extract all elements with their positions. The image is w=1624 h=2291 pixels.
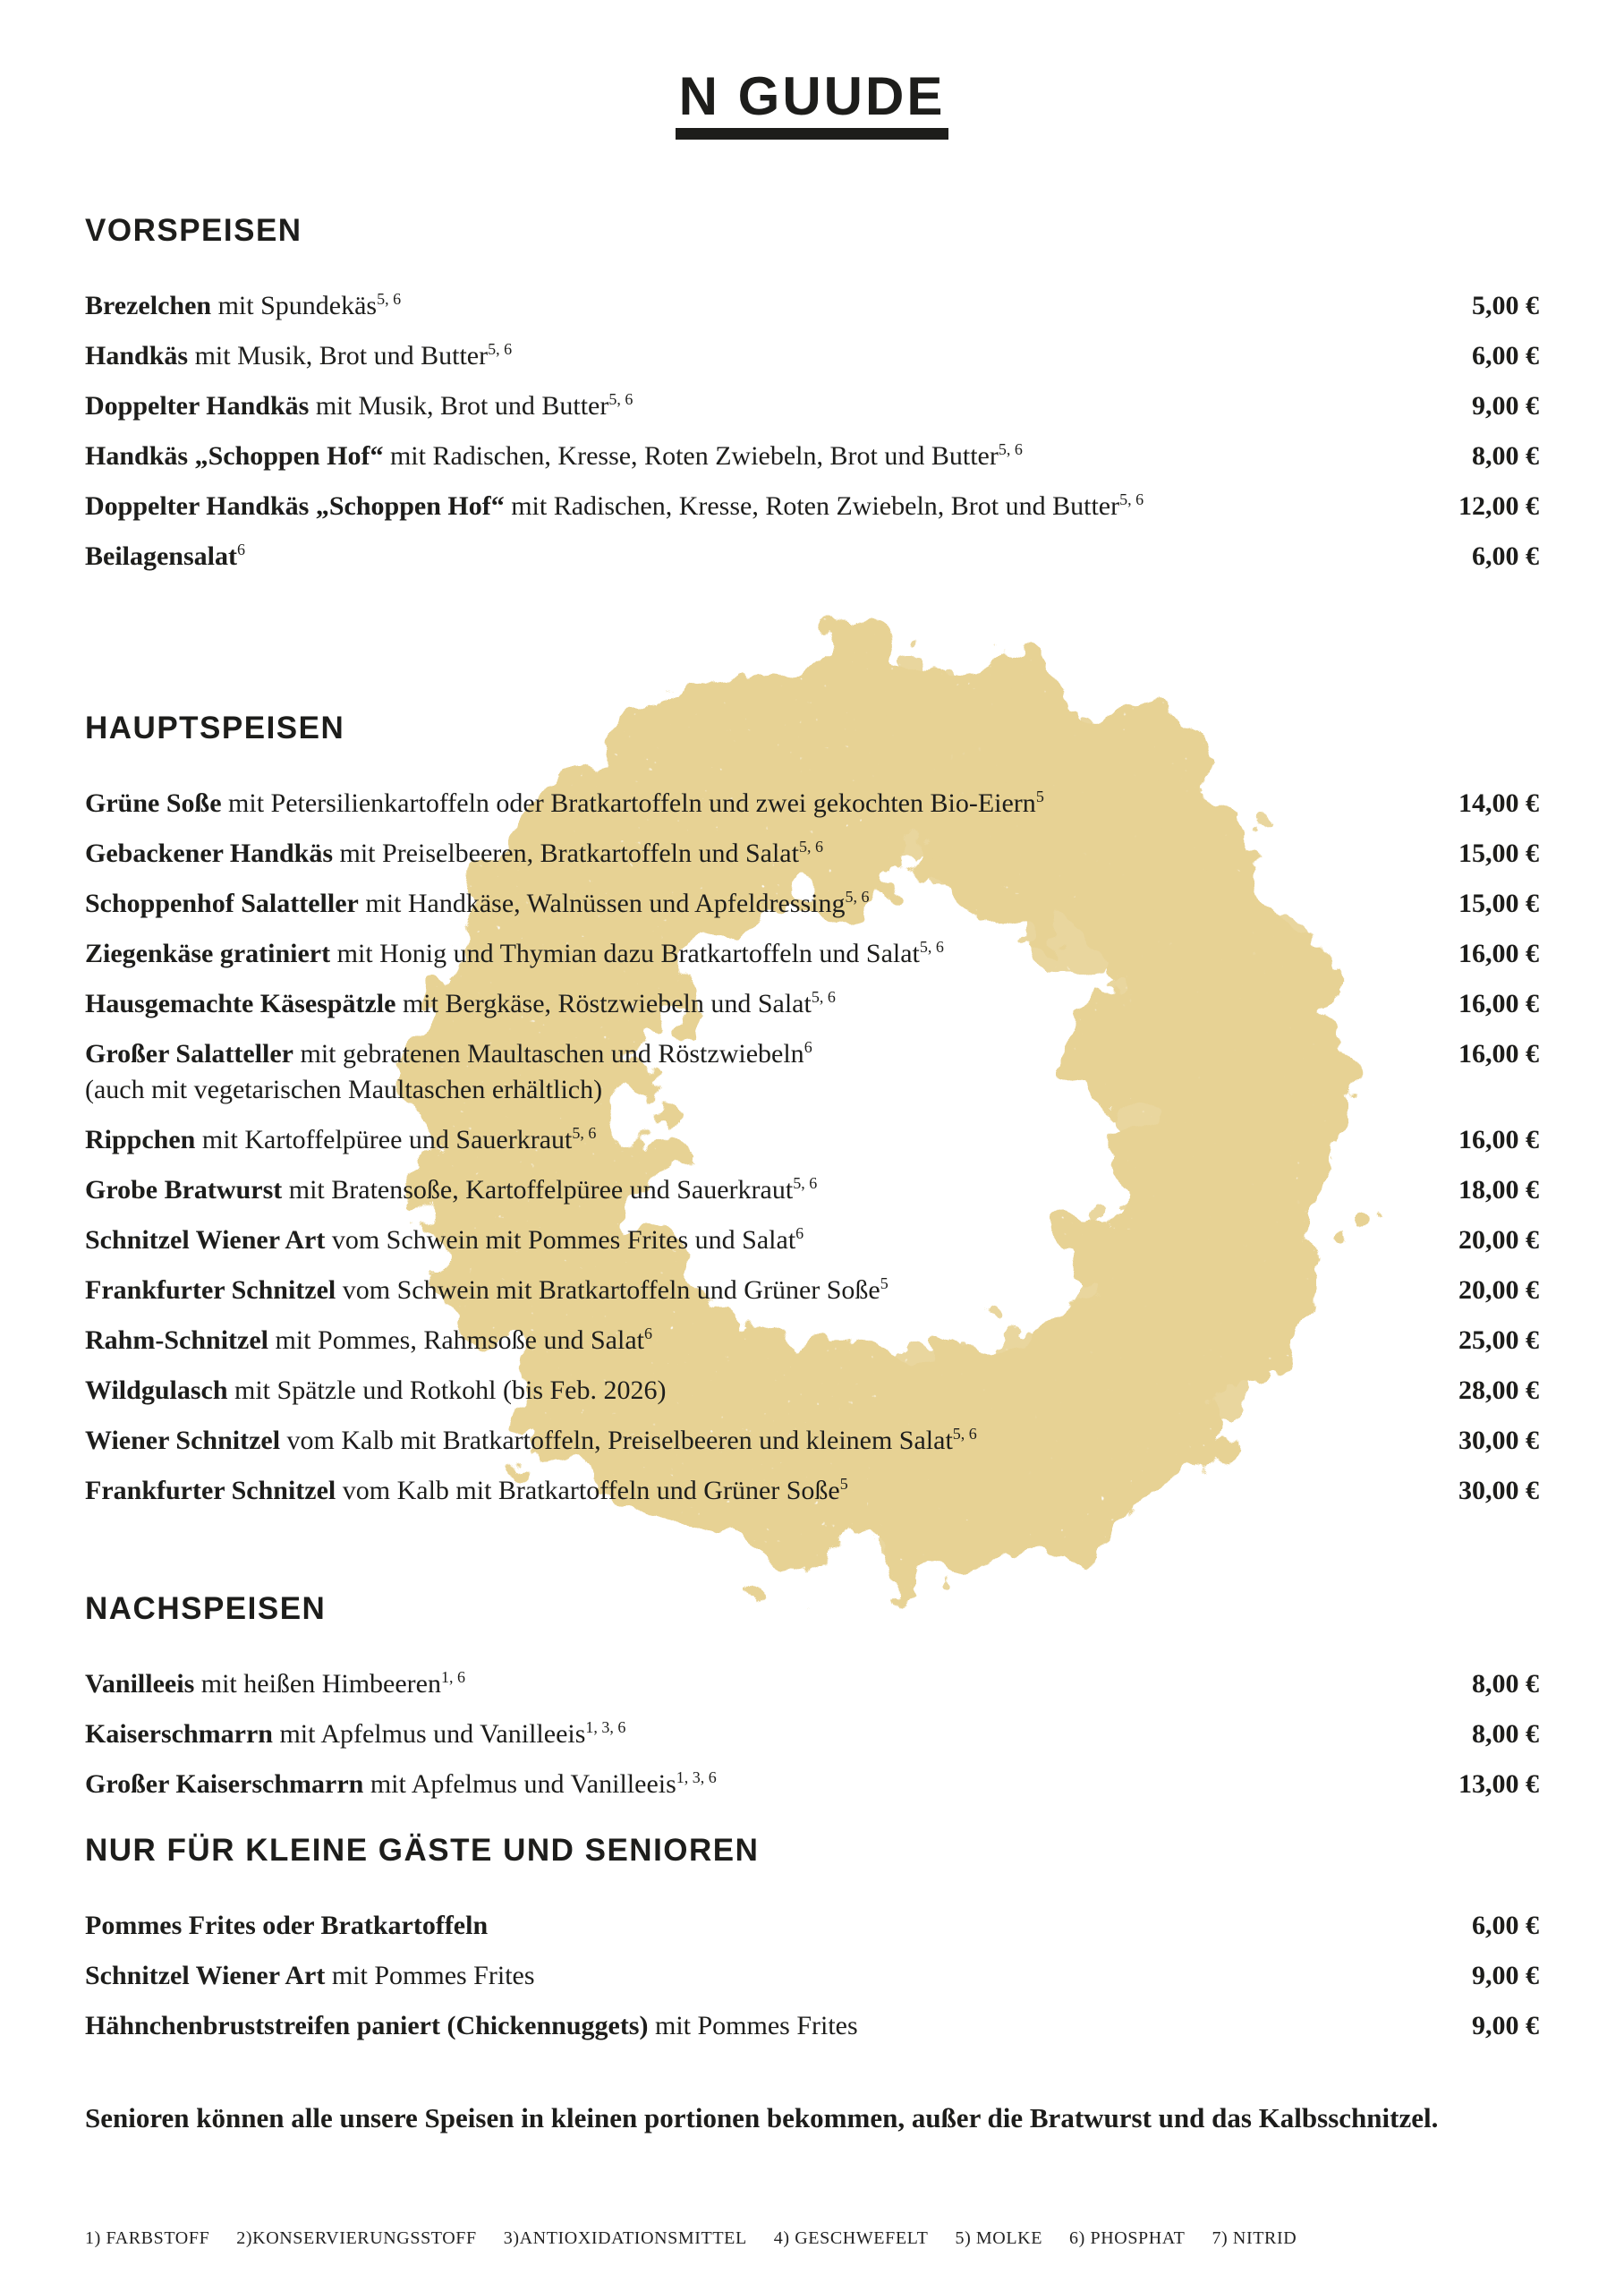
item-description: mit Handkäse, Walnüssen und Apfeldressing <box>358 889 846 919</box>
item-description: mit Spätzle und Rotkohl (bis Feb. 2026) <box>227 1375 667 1406</box>
menu-item-row <box>85 786 1539 822</box>
menu-section <box>85 211 1539 575</box>
menu-item-row <box>85 288 1539 324</box>
item-price: 18,00 € <box>1458 1175 1539 1205</box>
item-name: Grüne Soße <box>85 788 222 819</box>
item-price: 30,00 € <box>1458 1476 1539 1506</box>
item-text <box>85 1222 803 1258</box>
item-text <box>85 1172 817 1208</box>
item-description: vom Schwein mit Bratkartoffeln und Grüner Soße <box>336 1275 880 1306</box>
item-price: 30,00 € <box>1458 1426 1539 1456</box>
section-heading: NACHSPEISEN <box>85 1591 327 1627</box>
item-text <box>85 886 869 922</box>
item-footnote-refs: 1, 3, 6 <box>585 1718 626 1737</box>
menu-section <box>85 1831 1539 2044</box>
item-price: 15,00 € <box>1458 889 1539 919</box>
item-name: Großer Salatteller <box>85 1039 293 1069</box>
item-description: mit Preiselbeeren, Bratkartoffeln und Salat <box>333 839 799 869</box>
item-footnote-refs: 6 <box>803 1038 812 1057</box>
item-name: Schnitzel Wiener Art <box>85 1961 326 1991</box>
menu-item-row <box>85 1666 1539 1702</box>
item-text <box>85 786 1044 822</box>
item-text <box>85 439 1023 474</box>
item-footnote-refs: 5, 6 <box>845 888 870 907</box>
item-price: 6,00 € <box>1472 541 1539 572</box>
item-footnote-refs: 5, 6 <box>608 390 633 409</box>
item-footnote-refs: 5 <box>880 1274 889 1293</box>
menu-item-row <box>85 539 1539 575</box>
item-footnote-refs: 1, 3, 6 <box>676 1768 717 1787</box>
menu-section <box>85 1589 1539 1802</box>
item-footnote-refs: 5, 6 <box>798 838 823 856</box>
item-price: 8,00 € <box>1472 1719 1539 1750</box>
item-footnote-refs: 6 <box>644 1324 652 1343</box>
item-name: Gebackener Handkäs <box>85 839 333 869</box>
item-name: Hausgemachte Käsespätzle <box>85 989 396 1019</box>
item-name: Pommes Frites oder Bratkartoffeln <box>85 1911 489 1941</box>
item-name: Doppelter Handkäs <box>85 391 310 422</box>
menu-item-row <box>85 2008 1539 2044</box>
item-price: 15,00 € <box>1458 839 1539 869</box>
item-name: Schnitzel Wiener Art <box>85 1225 326 1256</box>
item-text <box>85 1323 652 1358</box>
item-description: mit Bratensoße, Kartoffelpüree und Sauerkraut <box>282 1175 794 1205</box>
item-name: Frankfurter Schnitzel <box>85 1275 336 1306</box>
item-footnote-refs: 6 <box>237 541 245 559</box>
footnote-item: 3)ANTIOXIDATIONSMITTEL <box>503 2228 747 2249</box>
item-text <box>85 388 633 424</box>
item-footnote-refs: 5, 6 <box>377 290 402 309</box>
item-name: Grobe Bratwurst <box>85 1175 283 1205</box>
menu-item-row <box>85 1473 1539 1509</box>
item-price: 25,00 € <box>1458 1325 1539 1356</box>
item-footnote-refs: 5, 6 <box>1119 490 1144 509</box>
item-text <box>85 836 823 872</box>
item-price: 20,00 € <box>1458 1275 1539 1306</box>
item-text <box>85 936 944 972</box>
menu-item-row <box>85 1172 1539 1208</box>
menu-item-row <box>85 936 1539 972</box>
item-price: 16,00 € <box>1458 1125 1539 1155</box>
item-price: 16,00 € <box>1458 989 1539 1019</box>
item-text <box>85 1473 848 1509</box>
menu-item-row <box>85 1273 1539 1308</box>
item-description: mit Radischen, Kresse, Roten Zwiebeln, Brot und Butter <box>383 441 999 472</box>
item-footnote-refs: 5 <box>1035 788 1044 806</box>
menu-item-row <box>85 1323 1539 1358</box>
item-description: mit Petersilienkartoffeln oder Bratkartoffeln und zwei gekochten Bio-Eiern <box>221 788 1036 819</box>
menu-item-row <box>85 439 1539 474</box>
footnote-item: 4) GESCHWEFELT <box>773 2228 929 2249</box>
item-text <box>85 2008 858 2044</box>
item-footnote-refs: 5, 6 <box>998 440 1023 459</box>
item-price: 9,00 € <box>1472 2011 1539 2041</box>
item-name: Doppelter Handkäs „Schoppen Hof“ <box>85 491 505 522</box>
item-text <box>85 1423 977 1459</box>
item-footnote-refs: 5, 6 <box>488 340 513 359</box>
item-text <box>85 1666 465 1702</box>
item-name: Handkäs „Schoppen Hof“ <box>85 441 384 472</box>
item-price: 12,00 € <box>1458 491 1539 522</box>
item-price: 6,00 € <box>1472 341 1539 371</box>
item-footnote-refs: 1, 6 <box>441 1668 465 1687</box>
item-subline: (auch mit vegetarischen Maultaschen erhältlich) <box>85 1075 603 1105</box>
footnotes <box>85 2228 1539 2249</box>
item-name: Großer Kaiserschmarrn <box>85 1769 364 1800</box>
item-name: Rippchen <box>85 1125 196 1155</box>
item-text <box>85 338 512 374</box>
item-name: Kaiserschmarrn <box>85 1719 273 1750</box>
menu-item-row <box>85 1222 1539 1258</box>
item-description: mit Spundekäs <box>211 291 378 321</box>
item-text <box>85 489 1144 524</box>
item-description: mit heißen Himbeeren <box>194 1669 441 1699</box>
item-footnote-refs: 5, 6 <box>572 1124 597 1143</box>
header <box>85 32 1539 175</box>
menu-sections <box>85 211 1539 2044</box>
item-price: 28,00 € <box>1458 1375 1539 1406</box>
item-name: Rahm-Schnitzel <box>85 1325 268 1356</box>
item-text <box>85 1373 667 1409</box>
item-footnote-refs: 5, 6 <box>811 988 836 1007</box>
item-text <box>85 1122 596 1158</box>
footnote-item: 2)KONSERVIERUNGSSTOFF <box>236 2228 477 2249</box>
menu-item-row <box>85 1908 1539 1944</box>
item-name: Wildgulasch <box>85 1375 228 1406</box>
item-text <box>85 1273 889 1308</box>
item-description: vom Kalb mit Bratkartoffeln und Grüner Soße <box>336 1476 840 1506</box>
item-price: 9,00 € <box>1472 1961 1539 1991</box>
footnote-item: 1) FARBSTOFF <box>85 2228 210 2249</box>
item-footnote-refs: 5 <box>839 1475 848 1494</box>
item-description: mit Apfelmus und Vanilleeis <box>272 1719 586 1750</box>
menu-item-row <box>85 1373 1539 1409</box>
item-footnote-refs: 6 <box>795 1224 804 1243</box>
item-price: 9,00 € <box>1472 391 1539 422</box>
item-price: 8,00 € <box>1472 441 1539 472</box>
item-description: vom Kalb mit Bratkartoffeln, Preiselbeeren und kleinem Salat <box>280 1426 953 1456</box>
item-description: mit gebratenen Maultaschen und Röstzwiebeln <box>293 1039 804 1069</box>
item-price: 14,00 € <box>1458 788 1539 819</box>
menu-item-row <box>85 489 1539 524</box>
item-name: Hähnchenbruststreifen paniert (Chickennuggets) <box>85 2011 649 2041</box>
item-text <box>85 288 401 324</box>
item-price: 8,00 € <box>1472 1669 1539 1699</box>
item-description: mit Musik, Brot und Butter <box>309 391 609 422</box>
page-title: N GUUDE <box>676 68 949 140</box>
item-description: mit Radischen, Kresse, Roten Zwiebeln, Brot und Butter <box>504 491 1120 522</box>
section-items <box>85 1908 1539 2044</box>
menu-item-row <box>85 338 1539 374</box>
item-text <box>85 1908 488 1944</box>
item-footnote-refs: 5, 6 <box>952 1425 977 1444</box>
menu-item-row <box>85 388 1539 424</box>
menu-item-row <box>85 1036 1539 1108</box>
menu-item-row <box>85 1423 1539 1459</box>
menu-item-row <box>85 986 1539 1022</box>
menu-item-row <box>85 886 1539 922</box>
item-name: Vanilleeis <box>85 1669 195 1699</box>
section-items <box>85 288 1539 575</box>
item-text <box>85 1767 717 1802</box>
item-text <box>85 1716 625 1752</box>
item-price: 16,00 € <box>1458 1039 1539 1069</box>
section-items <box>85 786 1539 1509</box>
section-heading: NUR FÜR KLEINE GÄSTE UND SENIOREN <box>85 1833 760 1869</box>
menu-item-row <box>85 1122 1539 1158</box>
item-description: vom Schwein mit Pommes Frites und Salat <box>325 1225 796 1256</box>
item-footnote-refs: 5, 6 <box>919 938 944 957</box>
menu-item-row <box>85 836 1539 872</box>
item-text <box>85 1036 812 1108</box>
item-price: 16,00 € <box>1458 939 1539 969</box>
footnote-item: 5) MOLKE <box>955 2228 1043 2249</box>
section-items <box>85 1666 1539 1802</box>
item-price: 5,00 € <box>1472 291 1539 321</box>
item-description: mit Bergkäse, Röstzwiebeln und Salat <box>395 989 812 1019</box>
item-text <box>85 986 836 1022</box>
item-text <box>85 1958 535 1994</box>
menu-item-row <box>85 1716 1539 1752</box>
item-description: mit Honig und Thymian dazu Bratkartoffeln und Salat <box>330 939 920 969</box>
item-price: 6,00 € <box>1472 1911 1539 1941</box>
item-name: Handkäs <box>85 341 189 371</box>
item-description: mit Pommes Frites <box>648 2011 858 2041</box>
menu-section <box>85 709 1539 1509</box>
item-price: 13,00 € <box>1458 1769 1539 1800</box>
item-name: Schoppenhof Salatteller <box>85 889 359 919</box>
item-description: mit Pommes Frites <box>325 1961 535 1991</box>
item-price: 20,00 € <box>1458 1225 1539 1256</box>
seniors-note: Senioren können alle unsere Speisen in kleinen portionen bekommen, außer die Bratwurst und das Kalbsschnitzel. <box>85 2102 1439 2134</box>
footnote-item: 6) PHOSPHAT <box>1069 2228 1186 2249</box>
item-footnote-refs: 5, 6 <box>793 1174 818 1193</box>
item-name: Beilagensalat <box>85 541 237 572</box>
item-text <box>85 539 245 575</box>
item-name: Frankfurter Schnitzel <box>85 1476 336 1506</box>
section-heading: HAUPTSPEISEN <box>85 711 345 746</box>
item-name: Wiener Schnitzel <box>85 1426 281 1456</box>
menu-item-row <box>85 1767 1539 1802</box>
section-heading: VORSPEISEN <box>85 213 302 249</box>
item-description: mit Musik, Brot und Butter <box>188 341 489 371</box>
item-name: Ziegenkäse gratiniert <box>85 939 331 969</box>
item-description: mit Kartoffelpüree und Sauerkraut <box>195 1125 573 1155</box>
menu-item-row <box>85 1958 1539 1994</box>
footnote-item: 7) NITRID <box>1212 2228 1297 2249</box>
item-name: Brezelchen <box>85 291 212 321</box>
item-description: mit Pommes, Rahmsoße und Salat <box>268 1325 644 1356</box>
item-description: mit Apfelmus und Vanilleeis <box>363 1769 676 1800</box>
